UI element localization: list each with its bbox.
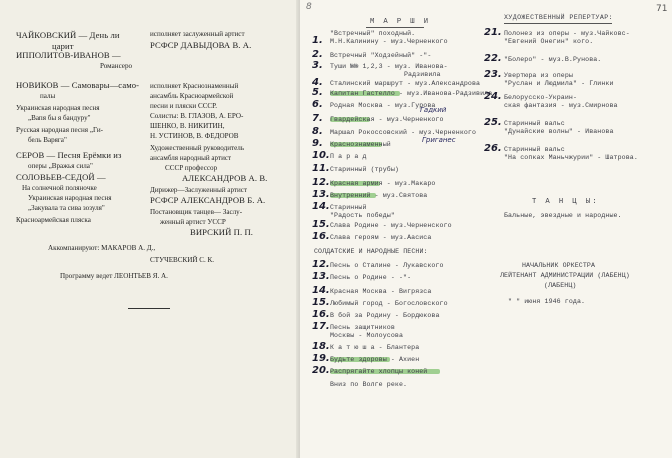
art-item: Полонез из оперы - муз.Чайковс-: [504, 30, 630, 37]
program-line: СССР профессор: [165, 164, 218, 172]
art-number: 21.: [484, 27, 502, 38]
song-item: Песнь о Сталине - Лукавского: [330, 262, 444, 269]
song-number: 15.: [312, 297, 330, 308]
song-number: 18.: [312, 341, 330, 352]
march-item: "Встречный" походный.: [330, 30, 416, 37]
art-item: "Болеро" - муз.В.Рунова.: [504, 56, 602, 63]
march-item: Краснознаменный: [330, 141, 391, 148]
program-line: ансамбля народный артист: [150, 154, 232, 162]
program-line: Н. УСТИНОВ, В. ФЕДОРОВ: [150, 132, 239, 140]
march-number: 15.: [312, 219, 330, 230]
program-line: палы: [40, 92, 56, 100]
program-line: женный артист УССР: [160, 218, 226, 226]
march-item: М.Н.Калинину - муз.Черненкого: [330, 38, 448, 45]
march-item: Старинный (трубы): [330, 166, 399, 173]
program-line: бель Варяга": [28, 136, 67, 144]
march-item: П а р а д: [330, 153, 367, 160]
song-item: Будьте здоровы - Ахиен: [330, 356, 420, 363]
songs-heading: СОЛДАТСКИЕ И НАРОДНЫЕ ПЕСНИ:: [314, 248, 428, 255]
program-line: Программу ведет ЛЕОНТЬЕВ Я. А.: [60, 272, 168, 280]
program-line: „Закувала та сива зозуля": [28, 204, 105, 212]
dances-text: Бальные, эвездные и народные.: [504, 212, 622, 219]
program-line: Романсеро: [100, 62, 133, 70]
song-item: Москвы - Молоусова: [330, 332, 404, 339]
march-item: Гвардейская - муз.Черненкого: [330, 116, 444, 123]
art-number: 26.: [484, 143, 502, 154]
program-line: АЛЕКСАНДРОВ А. В.: [182, 173, 268, 183]
program-line: НОВИКОВ — Самовары—само-: [16, 80, 140, 90]
program-line: царит: [52, 41, 74, 51]
march-number: 11.: [312, 163, 330, 174]
march-number: 10.: [312, 150, 330, 161]
march-item: Сталинский маршрут - муз.Александрова: [330, 80, 481, 87]
art-item: ская фантазия - муз.Смирнова: [504, 102, 618, 109]
signature-name: (ЛАБЕНЦ): [544, 282, 577, 289]
song-number: 17.: [312, 321, 330, 332]
program-line: Красноармейская пляска: [16, 216, 91, 224]
corner-mark: 8: [306, 2, 312, 12]
signature-title: НАЧАЛЬНИК ОРКЕСТРА: [522, 262, 596, 269]
art-repertoire-heading: ХУДОЖЕСТВЕННЫЙ РЕПЕРТУАР:: [504, 14, 613, 21]
right-repertoire-page: [300, 0, 672, 458]
program-line: СОЛОВЬЕВ-СЕДОЙ —: [16, 172, 106, 182]
program-line: СЕРОВ — Песня Ерёмки из: [16, 150, 122, 160]
song-number: 13.: [312, 271, 330, 282]
art-item: Старинный вальс: [504, 146, 565, 153]
march-item: Красная армия - муз.Макаро: [330, 180, 436, 187]
art-number: 23.: [484, 69, 502, 80]
program-line: Аккомпанируют: МАКАРОВ А. Д.,: [48, 244, 156, 252]
march-item: Туши №№ 1,2,3 - муз. Иванова-: [330, 63, 448, 70]
program-line: „Вапя бы я бандуру": [28, 114, 91, 122]
march-item: Радзивила: [404, 71, 441, 78]
program-line: Русская народная песня „Ги-: [16, 126, 103, 134]
march-item: Капитан Гастелло - муз.Иванова-Радзивила: [330, 90, 493, 97]
song-item: Красная Москва - Вигрязса: [330, 288, 432, 295]
handwritten-note: Гадкий: [420, 106, 447, 114]
march-number: 8.: [312, 126, 323, 137]
march-number: 6.: [312, 99, 323, 110]
art-number: 24.: [484, 91, 502, 102]
song-number: 16.: [312, 309, 330, 320]
dances-heading: Т А Н Ц Ы:: [532, 198, 600, 206]
program-line: Украинская народная песня: [28, 194, 112, 202]
heading-underline: [366, 27, 424, 28]
art-item: Белорусско-Украин-: [504, 94, 578, 101]
marches-heading: М А Р Ш И: [370, 18, 431, 26]
song-item: Распрягайте хлопцы коней: [330, 368, 428, 375]
song-number: 19.: [312, 353, 330, 364]
march-number: 7.: [312, 113, 323, 124]
program-line: ШЕНКО, В. НИКИТИН,: [150, 122, 225, 130]
art-item: "На сопках Маньчжурии" - Шатрова.: [504, 154, 638, 161]
art-item: "Руслан и Людмила" - Глинки: [504, 80, 614, 87]
program-line: ЧАЙКОВСКИЙ — День ли: [16, 30, 120, 40]
page-number: 71: [656, 4, 668, 14]
program-line: РСФСР ДАВЫДОВА В. А.: [150, 40, 252, 50]
march-number: 13.: [312, 189, 330, 200]
song-item: В бой за Родину - Бордюкова: [330, 312, 440, 319]
march-number: 14.: [312, 201, 330, 212]
art-number: 25.: [484, 117, 502, 128]
art-item: "Дунайские волны" - Иванова: [504, 128, 614, 135]
song-item: Песнь защитников: [330, 324, 395, 331]
program-line: ВИРСКИЙ П. П.: [190, 227, 254, 237]
program-line: исполняет заслуженный артист: [150, 30, 245, 38]
program-line: ансамбль Красноармейской: [150, 92, 234, 100]
march-number: 2.: [312, 49, 323, 60]
march-item: Родная Москва - муз.Гурова: [330, 102, 436, 109]
march-item: Внутренний - муз.Святова: [330, 192, 428, 199]
program-line: оперы „Вражья сила": [28, 162, 93, 170]
program-line: РСФСР АЛЕКСАНДРОВ Б. А.: [150, 195, 266, 205]
march-item: "Радость победы": [330, 212, 395, 219]
signature-date: " " июня 1946 года.: [508, 298, 586, 305]
song-number: 14.: [312, 285, 330, 296]
song-item: Любимый город - Богословского: [330, 300, 448, 307]
march-item: Слава Родине - муз.Черненского: [330, 222, 452, 229]
march-number: 16.: [312, 231, 330, 242]
march-number: 1.: [312, 35, 323, 46]
song-number: 12.: [312, 259, 330, 270]
art-item: "Евгений Онегин" кого.: [504, 38, 594, 45]
march-item: Слава героям - муз.Аасиса: [330, 234, 432, 241]
art-item: Старинный вальс: [504, 120, 565, 127]
program-line: Украинская народная песня: [16, 104, 100, 112]
art-item: Увертюра из оперы: [504, 72, 573, 79]
song-item: Песнь о Родине - -"-: [330, 274, 412, 281]
program-line: Дирижер—Заслуженный артист: [150, 186, 248, 194]
march-number: 4.: [312, 77, 323, 88]
program-line: песни и пляски СССР.: [150, 102, 217, 110]
program-line: Солисты: В. ГЛАЗОВ, А. ЕРО-: [150, 112, 244, 120]
handwritten-note: Григанес: [422, 136, 456, 144]
program-line: СТУЧЕВСКИЙ С. К.: [150, 256, 215, 264]
left-program-page: [0, 0, 301, 458]
art-number: 22.: [484, 53, 502, 64]
song-item: Вниз по Волге реке.: [330, 381, 408, 388]
signature-rank: ЛЕЙТЕНАНТ АДМИНИСТРАЦИИ (ЛАБЕНЦ): [500, 272, 630, 279]
program-line: Художественный руководитель: [150, 144, 245, 152]
program-line: исполняет Краснознаменный: [150, 82, 239, 90]
program-line: Постановщик танцев— Заслу-: [150, 208, 243, 216]
march-number: 3.: [312, 60, 323, 71]
song-item: К а т ю ш а - Блантера: [330, 344, 420, 351]
march-item: Старинный: [330, 204, 367, 211]
heading-underline: [504, 23, 612, 24]
march-item: Встречный "Ходзейный" -"-: [330, 52, 432, 59]
march-number: 9.: [312, 138, 323, 149]
separator-rule: [128, 308, 170, 309]
march-number: 5.: [312, 87, 323, 98]
program-line: ИППОЛИТОВ-ИВАНОВ —: [16, 50, 121, 60]
song-number: 20.: [312, 365, 330, 376]
program-line: На солнечной полянoчке: [22, 184, 97, 192]
march-number: 12.: [312, 177, 330, 188]
march-item: Маршал Рокоссовский - муз.Черненкого: [330, 129, 477, 136]
